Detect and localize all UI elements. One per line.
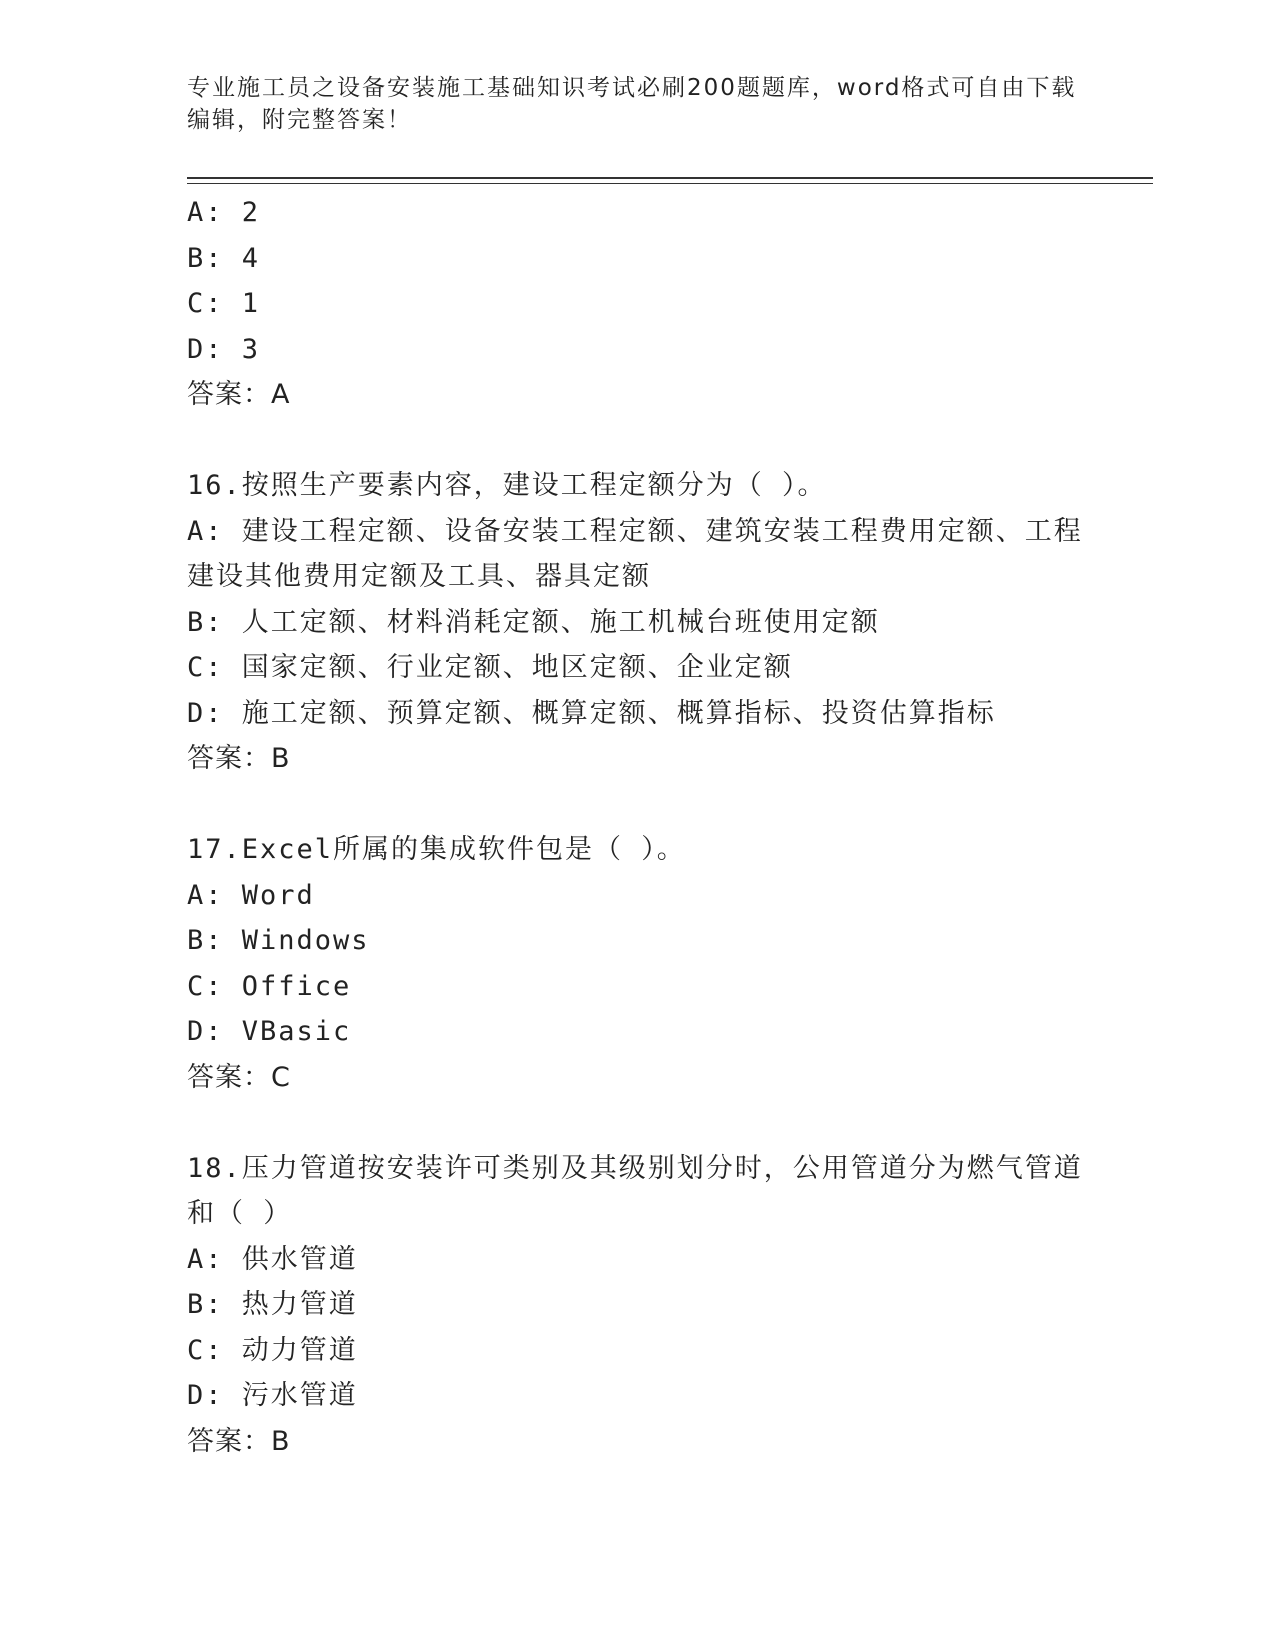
answer: 答案：A (187, 379, 291, 410)
option-a: A: 供水管道 (187, 1243, 358, 1275)
question-17 (187, 827, 1087, 1100)
option-a: A: 建设工程定额、设备安装工程定额、建筑安装工程费用定额、工程 (187, 515, 1083, 547)
option-d: D: VBasic (187, 1016, 352, 1047)
option-d: D: 施工定额、预算定额、概算定额、概算指标、投资估算指标 (187, 697, 996, 729)
option-b: B: 4 (187, 242, 261, 274)
question-18 (187, 1146, 1087, 1465)
header-rule-thick (187, 177, 1153, 179)
spacer (187, 418, 1087, 464)
option-b: B: 人工定额、材料消耗定额、施工机械台班使用定额 (187, 606, 880, 638)
option-a-continued: 建设其他费用定额及工具、器具定额 (187, 561, 651, 592)
option-d: D: 污水管道 (187, 1380, 358, 1411)
spacer (187, 1100, 1087, 1146)
question-stem: 18.压力管道按安装许可类别及其级别划分时，公用管道分为燃气管道 (187, 1152, 1083, 1184)
answer: 答案：C (187, 1061, 291, 1093)
answer: 答案：B (187, 743, 291, 774)
header-title: 专业施工员之设备安装施工基础知识考试必刷200题题库，word格式可自由下载编辑，附完整答案！ (187, 75, 1077, 133)
option-c: C: 动力管道 (187, 1334, 358, 1366)
option-d: D: 3 (187, 333, 261, 365)
option-c: C: 1 (187, 288, 261, 319)
option-c: C: Office (187, 970, 352, 1002)
question-stem: 17.Excel所属的集成软件包是（ ）。 (187, 834, 686, 865)
answer: 答案：B (187, 1425, 291, 1457)
option-b: B: Windows (187, 925, 370, 956)
question-15 (187, 190, 1087, 418)
header-rule-thin (187, 183, 1153, 184)
question-stem-continued: 和（ ） (187, 1198, 293, 1229)
question-list (187, 190, 1087, 1464)
document-header (187, 72, 1087, 136)
option-a: A: 2 (187, 197, 261, 228)
question-16 (187, 463, 1087, 782)
option-c: C: 国家定额、行业定额、地区定额、企业定额 (187, 652, 793, 683)
question-stem: 16.按照生产要素内容，建设工程定额分为（ ）。 (187, 470, 827, 501)
spacer (187, 782, 1087, 828)
option-a: A: Word (187, 879, 315, 911)
option-b: B: 热力管道 (187, 1289, 358, 1320)
